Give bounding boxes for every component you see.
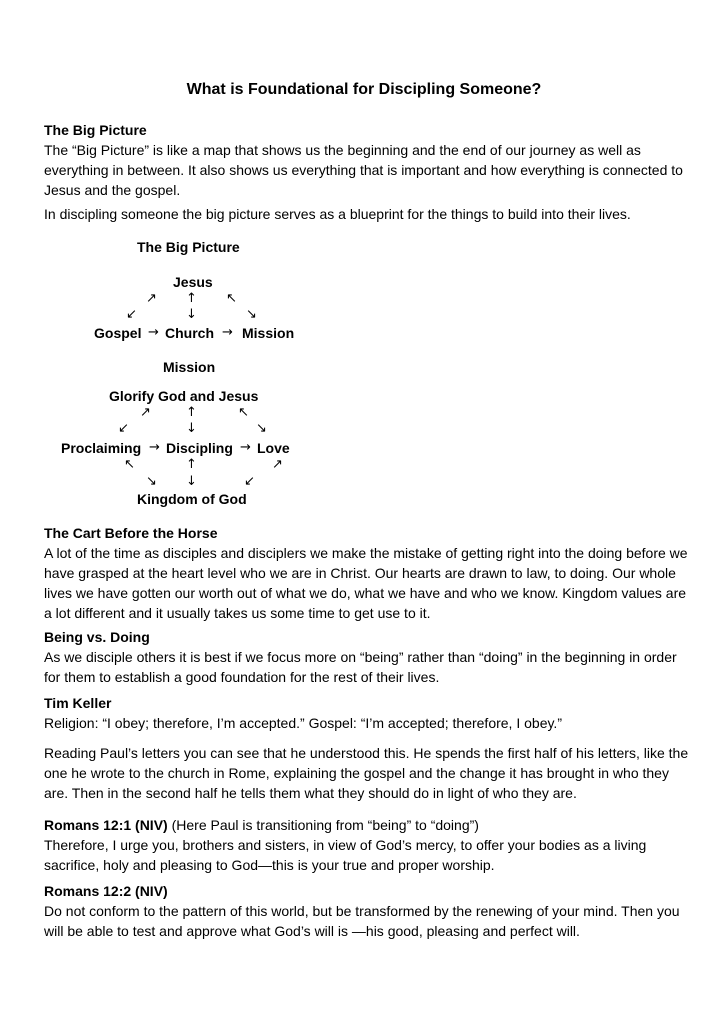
romans1-heading-line: [44, 815, 694, 835]
keller-quote: Religion: “I obey; therefore, I’m accepted.” Gospel: “I’m accepted; therefore, I obey.”: [44, 715, 562, 731]
arrow-down-right-icon: ↘: [146, 474, 157, 489]
diagram2-proclaiming: Proclaiming: [61, 440, 142, 456]
arrow-down-icon: ↓: [186, 421, 197, 436]
big-picture-paragraph: The “Big Picture” is like a map that shows us the beginning and the end of our journey as well as everything in between. It also shows us everything that is important and how everything is connected to Jesus and the gospel.: [44, 142, 683, 198]
arrow-down-icon: ↓: [186, 307, 197, 322]
arrow-right-icon: →: [240, 440, 251, 455]
diagram1-church: Church: [165, 325, 214, 341]
page-title: What is Foundational for Discipling Someone?: [186, 81, 542, 98]
blueprint-paragraph: In discipling someone the big picture serves as a blueprint for the things to build into their lives.: [44, 206, 631, 222]
keller-section: [44, 693, 694, 733]
diagram2-glorify: Glorify God and Jesus: [109, 388, 259, 404]
romans2-section: [44, 881, 694, 941]
arrow-up-right-icon: ↗: [146, 291, 157, 306]
arrow-up-icon: ↑: [186, 457, 197, 472]
arrow-up-icon: ↑: [186, 405, 197, 420]
diagram1-jesus: Jesus: [173, 274, 213, 290]
paul-paragraph: Reading Paul’s letters you can see that he understood this. He spends the first half of his letters, like the one he wrote to the church in Rome, explaining the gospel and the change it has brought in who they are. Then in the second half he tells them what they should do in light of who they are.: [44, 745, 689, 801]
arrow-up-right-icon: ↗: [140, 405, 151, 420]
arrow-up-left-icon: ↖: [226, 291, 237, 306]
blueprint-section: [44, 204, 694, 224]
cart-heading: The Cart Before the Horse: [44, 525, 218, 541]
cart-paragraph: A lot of the time as disciples and disciplers we make the mistake of getting right into the doing before we have grasped at the heart level who we are in Christ. Our hearts are drawn to law, to doing. Our whole lives we have gotten our worth out of what we do, what we have and who we know. Kingdom values are a lot different and it usually takes us some time to get use to it.: [44, 545, 688, 621]
arrow-down-left-icon: ↙: [118, 421, 129, 436]
being-heading: Being vs. Doing: [44, 629, 150, 645]
keller-heading: Tim Keller: [44, 695, 112, 711]
arrow-down-icon: ↓: [186, 474, 197, 489]
being-section: [44, 627, 694, 687]
arrow-down-right-icon: ↘: [246, 307, 257, 322]
diagram1-title: The Big Picture: [137, 239, 240, 255]
arrow-down-left-icon: ↙: [244, 474, 255, 489]
cart-section: [44, 523, 694, 623]
arrow-down-right-icon: ↘: [256, 421, 267, 436]
arrow-up-right-icon: ↗: [272, 457, 283, 472]
being-paragraph: As we disciple others it is best if we focus more on “being” rather than “doing” in the beginning in order for them to establish a good foundation for the rest of their lives.: [44, 649, 677, 685]
diagram2-kingdom: Kingdom of God: [137, 491, 247, 507]
arrow-right-icon: →: [149, 440, 160, 455]
diagram2-love: Love: [257, 440, 290, 456]
arrow-up-left-icon: ↖: [124, 457, 135, 472]
big-picture-heading: The Big Picture: [44, 122, 147, 138]
romans1-section: [44, 815, 694, 875]
diagram2-title: Mission: [163, 359, 216, 375]
big-picture-section: [44, 120, 694, 200]
romans2-paragraph: Do not conform to the pattern of this world, but be transformed by the renewing of your mind. Then you will be able to test and approve what God’s will is —his good, pleasing and perfect will.: [44, 903, 680, 939]
diagram1-gospel: Gospel: [94, 325, 142, 341]
arrow-right-icon: →: [148, 325, 159, 340]
romans1-paragraph: Therefore, I urge you, brothers and sisters, in view of God’s mercy, to offer your bodies as a living sacrifice, holy and pleasing to God—this is your true and proper worship.: [44, 837, 647, 873]
paul-section: [44, 743, 694, 803]
romans1-heading: Romans 12:1 (NIV): [44, 817, 168, 833]
romans1-note: (Here Paul is transitioning from “being” to “doing”): [167, 817, 479, 833]
diagram2-discipling: Discipling: [166, 440, 233, 456]
romans2-heading: Romans 12:2 (NIV): [44, 883, 168, 899]
arrow-right-icon: →: [222, 325, 233, 340]
arrow-up-icon: ↑: [186, 291, 197, 306]
arrow-down-left-icon: ↙: [126, 307, 137, 322]
arrow-up-left-icon: ↖: [238, 405, 249, 420]
diagram1-mission: Mission: [242, 325, 295, 341]
